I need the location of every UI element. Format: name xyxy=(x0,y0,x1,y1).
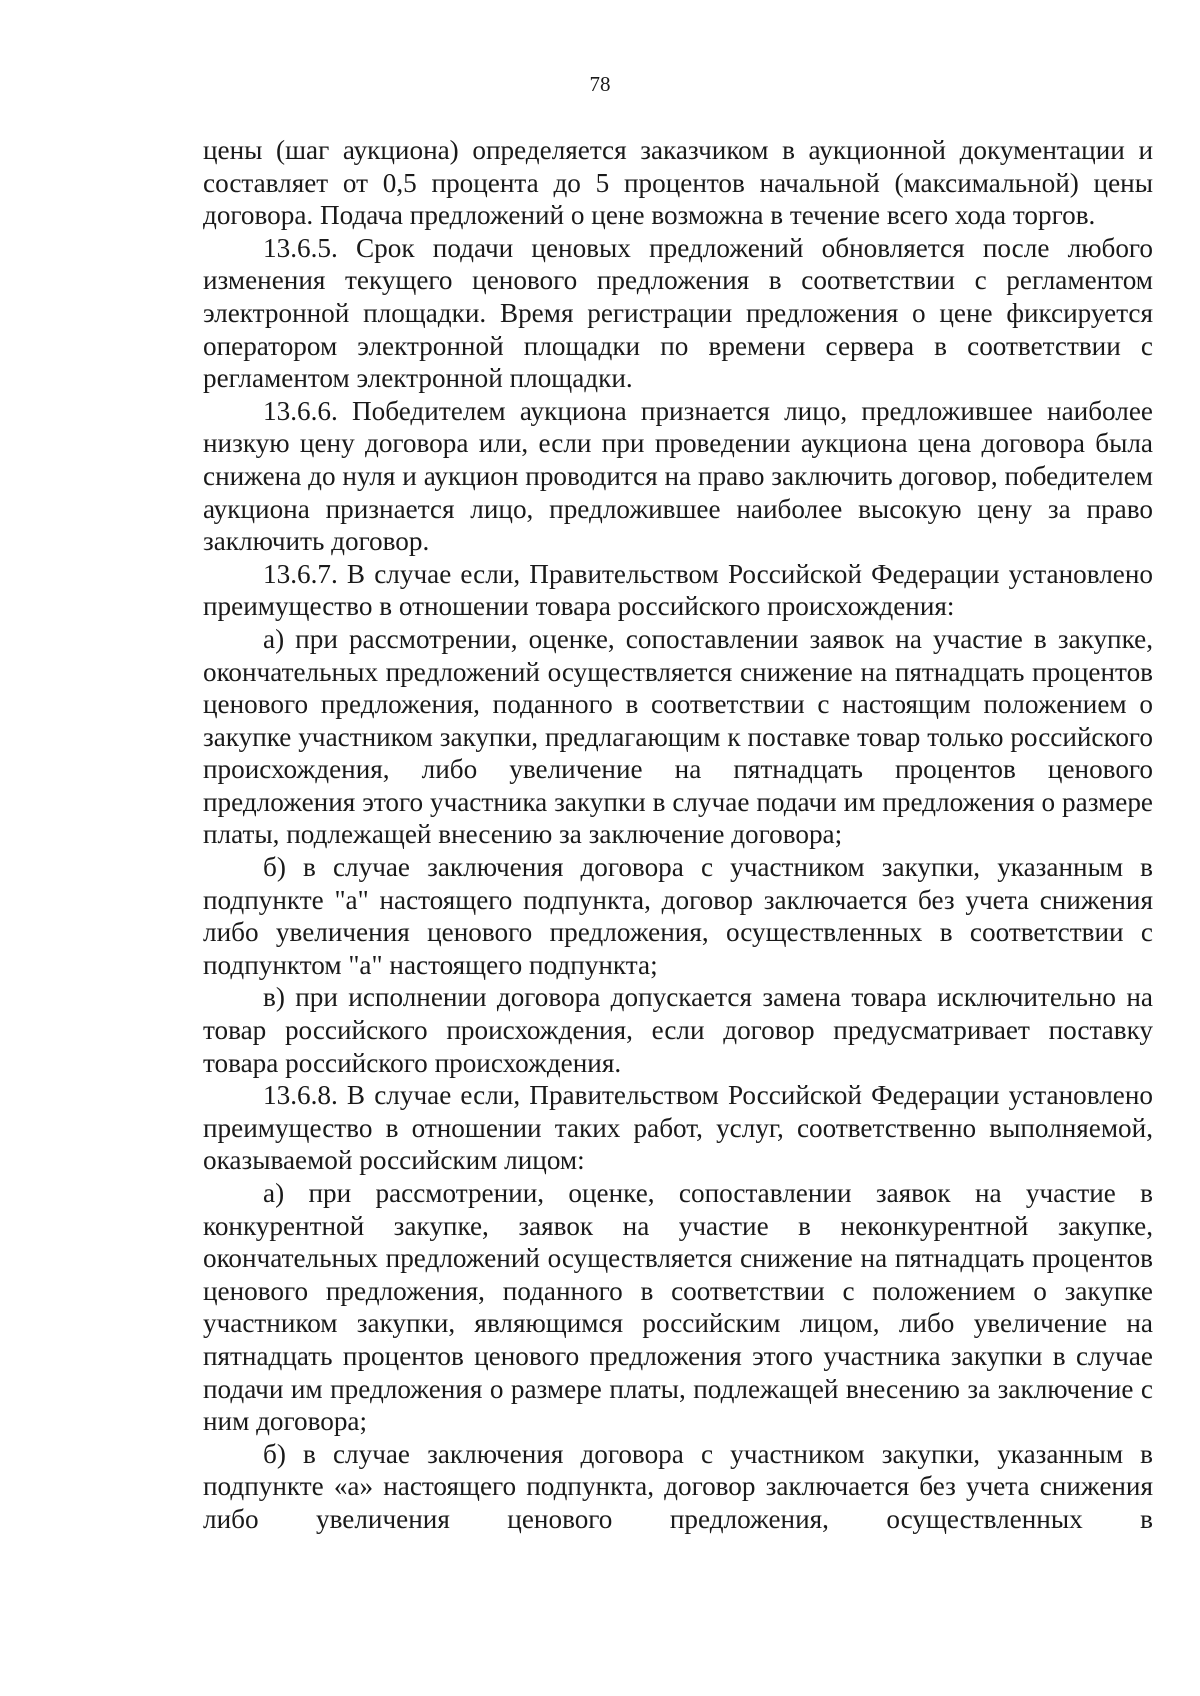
paragraph-13-6-7-b: б) в случае заключения договора с участником закупки, указанным в подпункте "а" настоящего подпункта, договор заключается без учета снижения либо увеличения ценового предложения, осуществленных в соответствии с подпунктом "а" настоящего подпункта; xyxy=(203,852,1153,980)
paragraph-13-6-7: 13.6.7. В случае если, Правительством Российской Федерации установлено преимущество в отношении товара российского происхождения: xyxy=(203,558,1153,622)
paragraph-13-6-8-a: а) при рассмотрении, оценке, сопоставлении заявок на участие в конкурентной закупке, заявок на участие в неконкурентной закупке, окончательных предложений осуществляется снижение на пятнадцать процентов ценового предложения, поданного в соответствии с положением о закупке участником закупки, являющимся российским лицом, либо увеличение на пятнадцать процентов ценового предложения этого участника закупки в случае подачи им предложения о размере платы, подлежащей внесению за заключение с ним договора; xyxy=(203,1178,1153,1437)
page-number: 78 xyxy=(589,72,611,96)
paragraph-13-6-5: 13.6.5. Срок подачи ценовых предложений обновляется после любого изменения текущего ценового предложения в соответствии с регламентом электронной площадки. Время регистрации предложения о цене фиксируется оператором электронной площадки по времени сервера в соответствии с регламентом электронной площадки. xyxy=(203,232,1153,394)
paragraph-13-6-7-v: в) при исполнении договора допускается замена товара исключительно на товар российского происхождения, если договор предусматривает поставку товара российского происхождения. xyxy=(203,982,1153,1078)
paragraph-13-6-7-a: а) при рассмотрении, оценке, сопоставлении заявок на участие в закупке, окончательных предложений осуществляется снижение на пятнадцать процентов ценового предложения, поданного в соответствии с настоящим положением о закупке участником закупки, предлагающим к поставке товар только российского происхождения, либо увеличение на пятнадцать процентов ценового предложения этого участника закупки в случае подачи им предложения о размере платы, подлежащей внесению за заключение договора; xyxy=(203,623,1153,850)
document-body xyxy=(203,134,1153,1536)
paragraph-13-6-8: 13.6.8. В случае если, Правительством Российской Федерации установлено преимущество в отношении таких работ, услуг, соответственно выполняемой, оказываемой российским лицом: xyxy=(203,1080,1153,1176)
paragraph-13-6-8-b: б) в случае заключения договора с участником закупки, указанным в подпункте «а» настоящего подпункта, договор заключается без учета снижения либо увеличения ценового предложения, осуществленных в xyxy=(203,1438,1153,1534)
paragraph-auction-step-continuation: цены (шаг аукциона) определяется заказчиком в аукционной документации и составляет от 0,5 процента до 5 процентов начальной (максимальной) цены договора. Подача предложений о цене возможна в течение всего хода торгов. xyxy=(203,135,1153,231)
paragraph-13-6-6: 13.6.6. Победителем аукциона признается лицо, предложившее наиболее низкую цену договора или, если при проведении аукциона цена договора была снижена до нуля и аукцион проводится на право заключить договор, победителем аукциона признается лицо, предложившее наиболее высокую цену за право заключить договор. xyxy=(203,395,1153,557)
